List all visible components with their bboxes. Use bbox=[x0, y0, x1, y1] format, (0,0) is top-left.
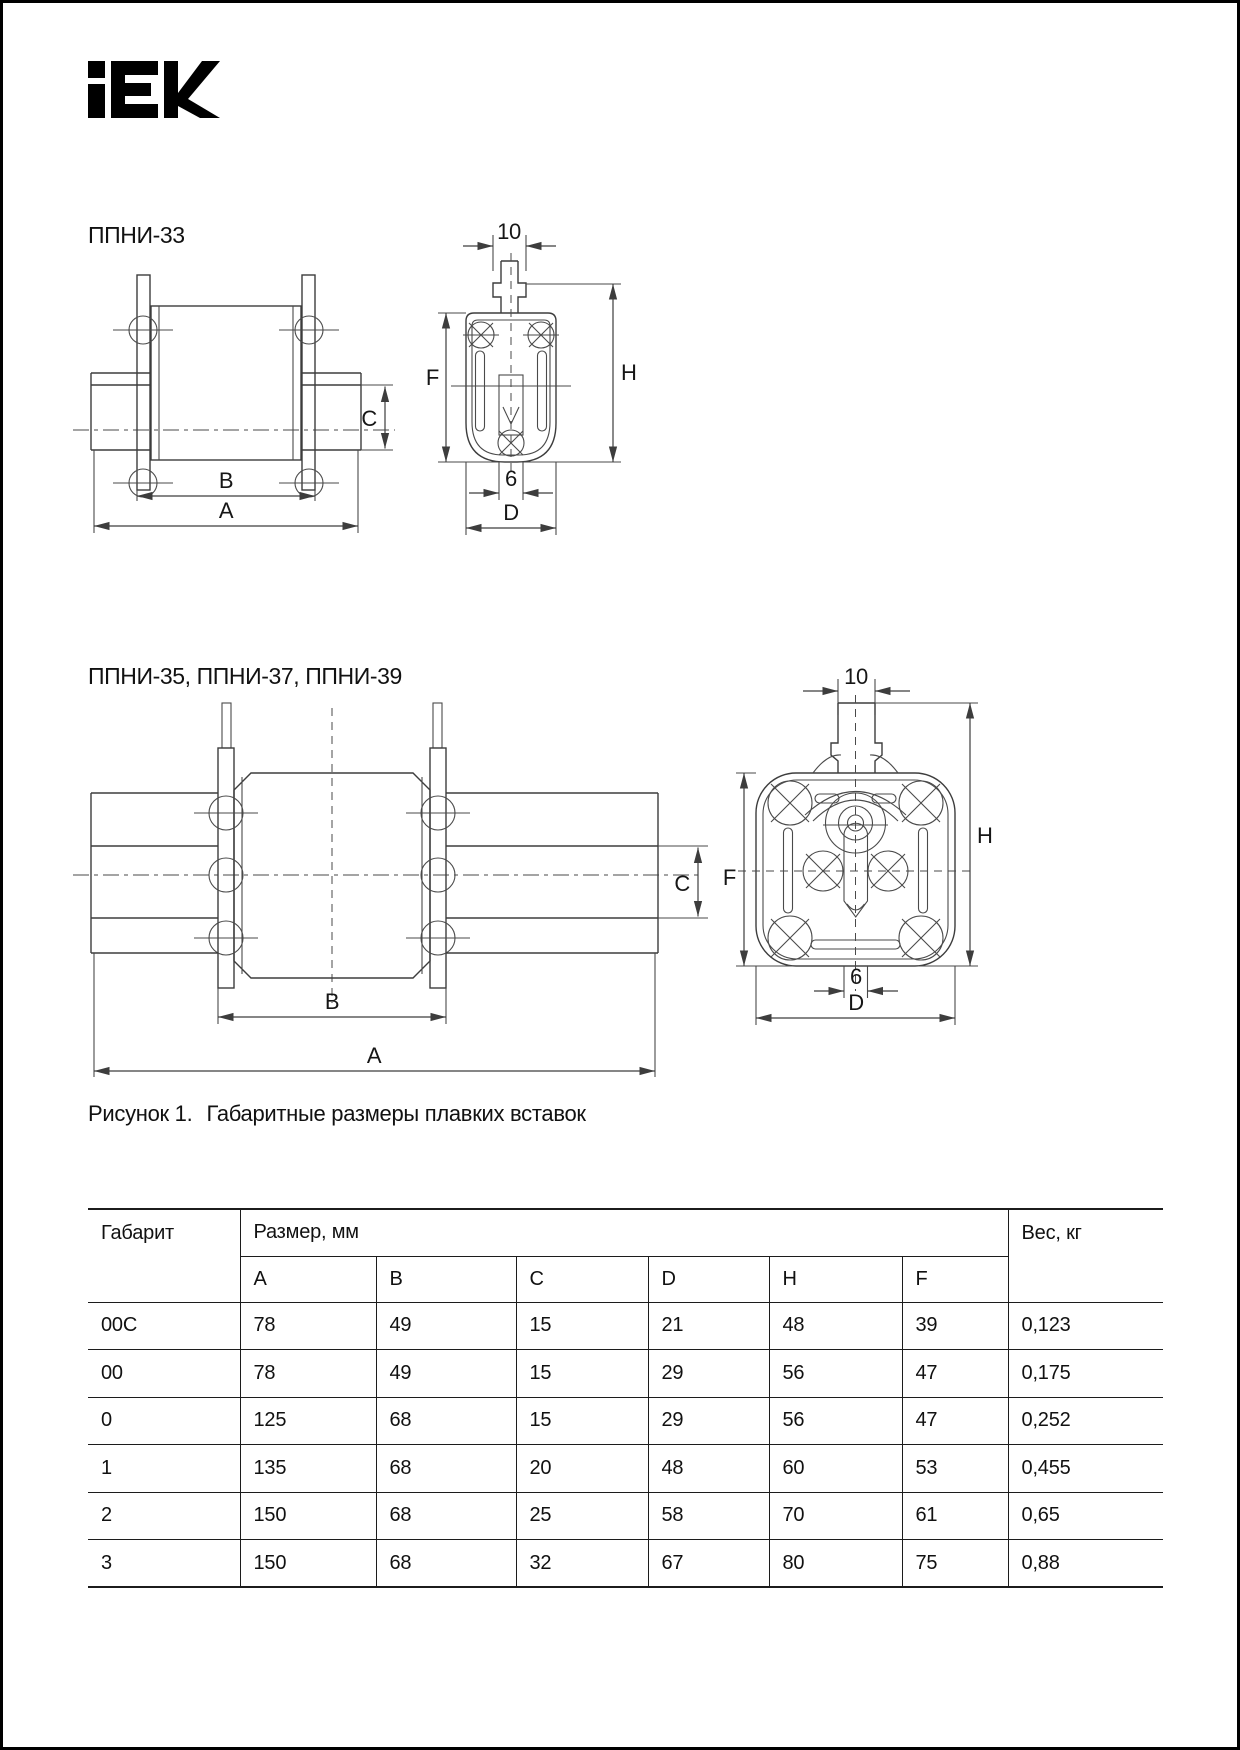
cell-h: 56 bbox=[769, 1350, 902, 1398]
iek-logo bbox=[88, 61, 220, 118]
table-row bbox=[88, 1302, 1163, 1350]
cell-weight: 0,123 bbox=[1008, 1302, 1163, 1350]
col-header-f: F bbox=[902, 1256, 1008, 1302]
cell-c: 25 bbox=[516, 1492, 648, 1540]
cell-d: 58 bbox=[648, 1492, 769, 1540]
table-row bbox=[88, 1397, 1163, 1445]
dim-label-h: H bbox=[621, 360, 637, 385]
cell-gabarit: 3 bbox=[88, 1540, 240, 1588]
col-header-weight: Вес, кг bbox=[1008, 1209, 1163, 1302]
cell-b: 68 bbox=[376, 1540, 516, 1588]
cell-c: 32 bbox=[516, 1540, 648, 1588]
col-header-size: Размер, мм bbox=[240, 1209, 1008, 1256]
cell-gabarit: 2 bbox=[88, 1492, 240, 1540]
cell-d: 67 bbox=[648, 1540, 769, 1588]
table-header-row-2 bbox=[88, 1256, 1163, 1302]
cell-gabarit: 1 bbox=[88, 1445, 240, 1493]
cell-a: 150 bbox=[240, 1540, 376, 1588]
cell-weight: 0,252 bbox=[1008, 1397, 1163, 1445]
cell-f: 47 bbox=[902, 1397, 1008, 1445]
cell-c: 15 bbox=[516, 1350, 648, 1398]
cell-gabarit: 00C bbox=[88, 1302, 240, 1350]
drawing-ppni35-side-view bbox=[73, 703, 708, 1077]
cell-weight: 0,88 bbox=[1008, 1540, 1163, 1588]
cell-d: 48 bbox=[648, 1445, 769, 1493]
figure-caption-text: Габаритные размеры плавких вставок bbox=[206, 1101, 586, 1126]
dim-label-10: 10 bbox=[497, 219, 521, 244]
cell-h: 70 bbox=[769, 1492, 902, 1540]
dim-label-a: A bbox=[218, 498, 234, 523]
cell-b: 49 bbox=[376, 1302, 516, 1350]
cell-f: 47 bbox=[902, 1350, 1008, 1398]
table-header-row-1 bbox=[88, 1209, 1163, 1256]
cell-h: 60 bbox=[769, 1445, 902, 1493]
cell-gabarit: 00 bbox=[88, 1350, 240, 1398]
cell-d: 29 bbox=[648, 1350, 769, 1398]
cell-h: 56 bbox=[769, 1397, 902, 1445]
cell-b: 68 bbox=[376, 1397, 516, 1445]
cell-c: 20 bbox=[516, 1445, 648, 1493]
dim-label-10b: 10 bbox=[844, 664, 868, 689]
dim-label-a2: A bbox=[366, 1043, 382, 1068]
cell-weight: 0,455 bbox=[1008, 1445, 1163, 1493]
cell-b: 68 bbox=[376, 1445, 516, 1493]
table-row bbox=[88, 1445, 1163, 1493]
cell-c: 15 bbox=[516, 1397, 648, 1445]
cell-c: 15 bbox=[516, 1302, 648, 1350]
col-header-b: B bbox=[376, 1256, 516, 1302]
dim-label-f2: F bbox=[722, 865, 736, 890]
dim-label-6: 6 bbox=[505, 466, 517, 491]
cell-a: 135 bbox=[240, 1445, 376, 1493]
table-row bbox=[88, 1540, 1163, 1588]
cell-f: 53 bbox=[902, 1445, 1008, 1493]
drawing-ppni33-side-view bbox=[73, 275, 395, 533]
cell-b: 49 bbox=[376, 1350, 516, 1398]
cell-weight: 0,65 bbox=[1008, 1492, 1163, 1540]
col-header-d: D bbox=[648, 1256, 769, 1302]
cell-h: 80 bbox=[769, 1540, 902, 1588]
drawing2-title: ППНИ-35, ППНИ-37, ППНИ-39 bbox=[88, 663, 402, 689]
cell-a: 78 bbox=[240, 1302, 376, 1350]
col-header-c: C bbox=[516, 1256, 648, 1302]
dim-label-c: C bbox=[361, 406, 377, 431]
cell-weight: 0,175 bbox=[1008, 1350, 1163, 1398]
cell-a: 150 bbox=[240, 1492, 376, 1540]
dim-label-b2: B bbox=[324, 989, 340, 1014]
dim-label-h2: H bbox=[977, 823, 993, 848]
col-header-a: A bbox=[240, 1256, 376, 1302]
dim-label-d: D bbox=[503, 500, 519, 525]
dimensions-table bbox=[88, 1208, 1163, 1588]
cell-f: 61 bbox=[902, 1492, 1008, 1540]
dim-label-6b: 6 bbox=[850, 964, 862, 989]
cell-f: 75 bbox=[902, 1540, 1008, 1588]
col-header-h: H bbox=[769, 1256, 902, 1302]
cell-gabarit: 0 bbox=[88, 1397, 240, 1445]
col-header-gabarit: Габарит bbox=[88, 1209, 240, 1302]
figure-caption bbox=[88, 1101, 586, 1127]
cell-f: 39 bbox=[902, 1302, 1008, 1350]
drawing-ppni35-front-view bbox=[723, 664, 993, 1025]
dim-label-f: F bbox=[425, 365, 439, 390]
cell-a: 125 bbox=[240, 1397, 376, 1445]
drawing1-title: ППНИ-33 bbox=[88, 222, 185, 248]
figure-caption-label: Рисунок 1. bbox=[88, 1101, 193, 1126]
dim-label-b: B bbox=[218, 468, 234, 493]
cell-a: 78 bbox=[240, 1350, 376, 1398]
cell-d: 29 bbox=[648, 1397, 769, 1445]
dim-label-c2: C bbox=[674, 871, 690, 896]
cell-d: 21 bbox=[648, 1302, 769, 1350]
drawing-ppni33-front-view bbox=[426, 219, 637, 535]
cell-b: 68 bbox=[376, 1492, 516, 1540]
table-row bbox=[88, 1350, 1163, 1398]
table-row bbox=[88, 1492, 1163, 1540]
cell-h: 48 bbox=[769, 1302, 902, 1350]
dim-label-d2: D bbox=[848, 990, 864, 1015]
